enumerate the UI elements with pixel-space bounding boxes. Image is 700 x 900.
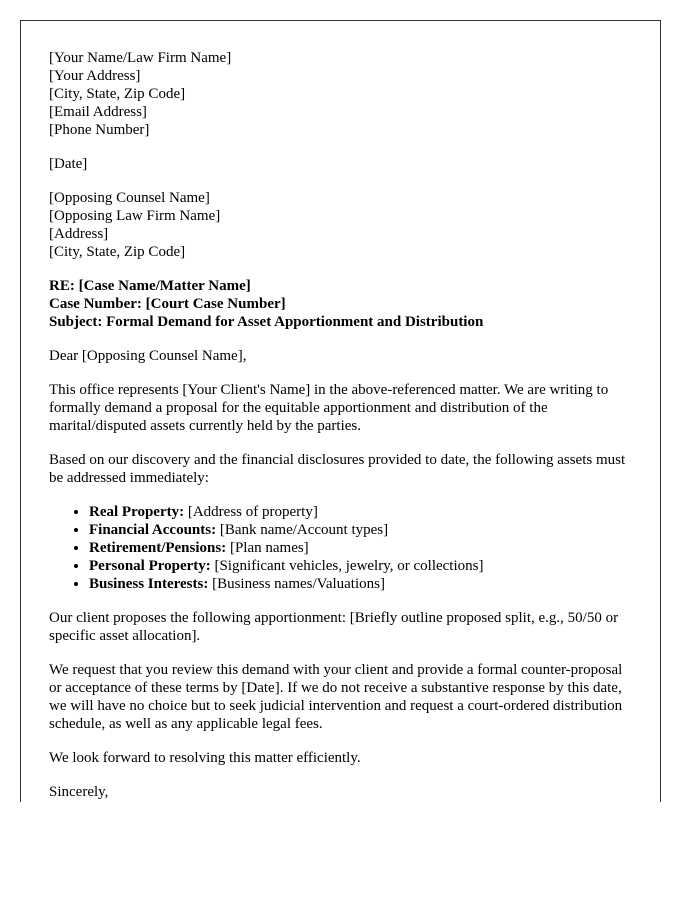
- asset-item: • Retirement/Pensions: [Plan names]: [89, 539, 634, 557]
- case-number-line: Case Number: [Court Case Number]: [49, 296, 286, 312]
- sender-address: [Your Address]: [49, 68, 141, 84]
- letter-page: [20, 20, 661, 802]
- recipient-city: [City, State, Zip Code]: [49, 244, 186, 260]
- recipient-block: [49, 189, 634, 261]
- asset-item: • Business Interests: [Business names/Valuations]: [89, 575, 634, 593]
- sender-block: [49, 49, 634, 139]
- asset-item: • Personal Property: [Significant vehicles, jewelry, or collections]: [89, 557, 634, 575]
- salutation: Dear [Opposing Counsel Name],: [49, 348, 247, 364]
- re-block: [49, 277, 634, 331]
- sender-name: [Your Name/Law Firm Name]: [49, 50, 232, 66]
- subject-line: Subject: Formal Demand for Asset Apportionment and Distribution: [49, 314, 484, 330]
- body-paragraph-3: Our client proposes the following apportionment: [Briefly outline proposed split, e.g., 50/50 or specific asset allocation].: [49, 610, 619, 644]
- asset-item: • Real Property: [Address of property]: [89, 503, 634, 521]
- letter-date: [Date]: [49, 156, 88, 172]
- body-paragraph-4: We request that you review this demand with your client and provide a formal counter-proposal or acceptance of these terms by [Date]. If we do not receive a substantive response by this date, we will have no choice but to seek judicial intervention and request a court-ordered distribution schedule, as well as any applicable legal fees.: [49, 662, 623, 732]
- body-paragraph-5: We look forward to resolving this matter efficiently.: [49, 750, 361, 766]
- sender-phone: [Phone Number]: [49, 122, 150, 138]
- recipient-name: [Opposing Counsel Name]: [49, 190, 210, 206]
- sender-email: [Email Address]: [49, 104, 147, 120]
- asset-list: [49, 503, 634, 593]
- re-line: RE: [Case Name/Matter Name]: [49, 278, 251, 294]
- recipient-firm: [Opposing Law Firm Name]: [49, 208, 221, 224]
- asset-item: • Financial Accounts: [Bank name/Account types]: [89, 521, 634, 539]
- sender-city: [City, State, Zip Code]: [49, 86, 186, 102]
- body-paragraph-1: This office represents [Your Client's Name] in the above-referenced matter. We are writing to formally demand a proposal for the equitable apportionment and distribution of the marital/disputed assets currently held by the parties.: [49, 382, 609, 434]
- body-paragraph-2: Based on our discovery and the financial disclosures provided to date, the following assets must be addressed immediately:: [49, 452, 626, 486]
- closing: Sincerely,: [49, 784, 109, 800]
- recipient-address: [Address]: [49, 226, 109, 242]
